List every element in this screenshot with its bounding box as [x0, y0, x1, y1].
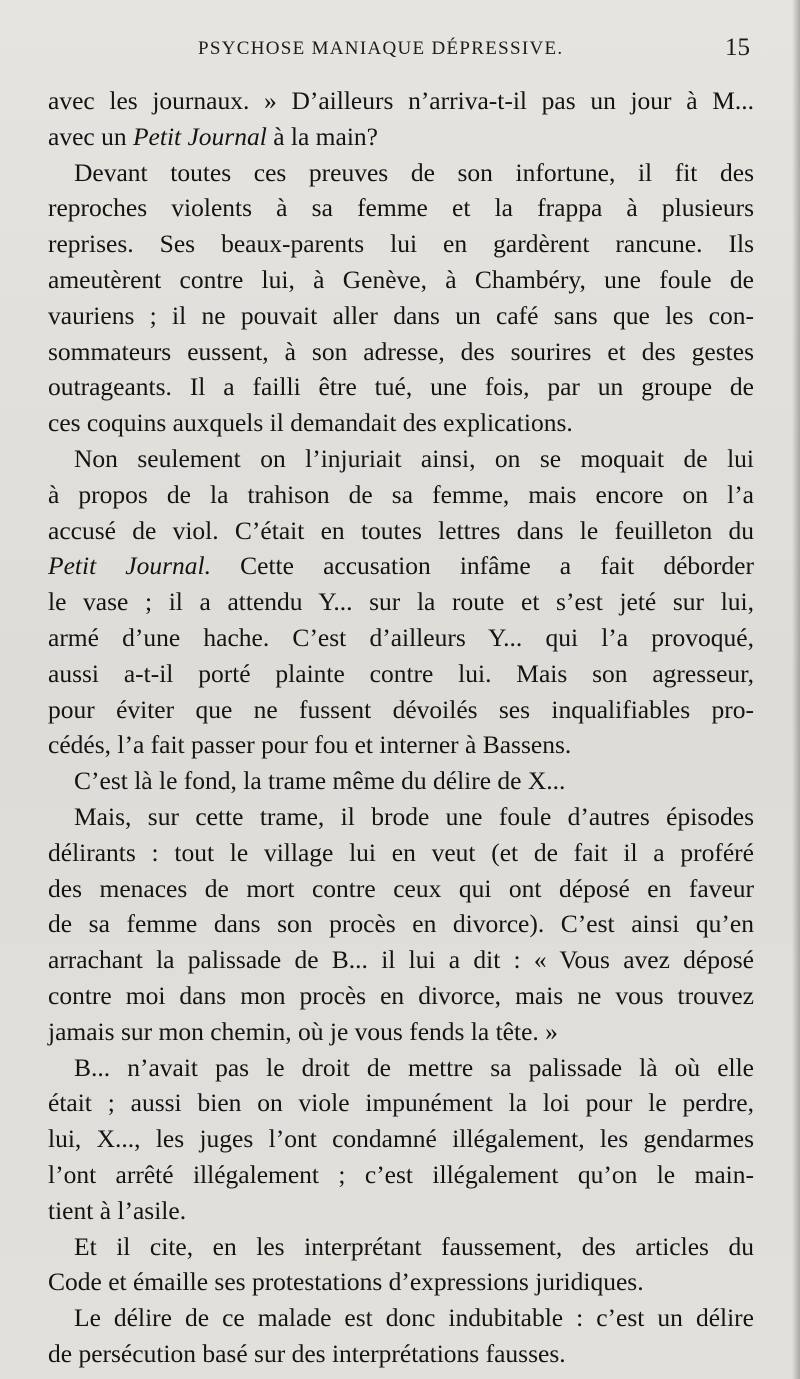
page-number: 15	[725, 34, 750, 61]
text-line: Code et émaille ses protestations d’expressions juridiques.	[48, 1267, 644, 1297]
text-line: était ; aussi bien on viole impunément la loi pour le perdre,	[48, 1088, 754, 1118]
paragraph	[48, 799, 754, 1050]
text-line: outrageants. Il a failli être tué, une fois, par un groupe de	[48, 372, 754, 402]
paragraph	[48, 1300, 754, 1372]
paragraph	[48, 1050, 754, 1229]
text-line: B... n’avait pas le droit de mettre sa palissade là où elle	[74, 1052, 754, 1082]
body-text	[48, 83, 754, 1372]
text-line: des menaces de mort contre ceux qui ont déposé en faveur	[48, 873, 754, 903]
page-edge-shadow	[792, 0, 800, 1379]
text-line: cédés, l’a fait passer pour fou et interner à Bassens.	[48, 730, 572, 760]
text-line: de persécution basé sur des interprétations fausses.	[48, 1338, 566, 1368]
text-line: armé d’une hache. C’est d’ailleurs Y... qui l’a provoqué,	[48, 622, 754, 652]
text-line: sommateurs eussent, à son adresse, des sourires et des gestes	[48, 336, 754, 366]
paragraph	[48, 441, 754, 763]
text-line	[48, 119, 754, 155]
text-line: reproches violents à sa femme et la frappa à plusieurs	[48, 193, 754, 223]
paragraph	[48, 155, 754, 441]
text-fragment: à la main?	[273, 121, 378, 151]
text-line: Non seulement on l’injuriait ainsi, on se moquait de lui	[74, 443, 754, 473]
text-line: Devant toutes ces preuves de son infortune, il fit des	[74, 157, 754, 187]
text-line: Mais, sur cette trame, il brode une foule d’autres épisodes	[74, 801, 754, 831]
text-line: jamais sur mon chemin, où je vous fends la tête. »	[48, 1016, 558, 1046]
text-line: ameutèrent contre lui, à Genève, à Chambéry, une foule de	[48, 264, 754, 294]
text-line: ces coquins auxquels il demandait des explications.	[48, 408, 573, 438]
text-line: vauriens ; il ne pouvait aller dans un café sans que les con-	[48, 300, 754, 330]
text-line: à propos de la trahison de sa femme, mais encore on l’a	[48, 479, 754, 509]
text-line: accusé de viol. C’était en toutes lettres dans le feuilleton du	[48, 515, 754, 545]
paragraph	[48, 83, 754, 155]
text-line: contre moi dans mon procès en divorce, mais ne vous trouvez	[48, 980, 754, 1010]
text-line: le vase ; il a attendu Y... sur la route et s’est jeté sur lui,	[48, 587, 754, 617]
text-line: Et il cite, en les interprétant faussement, des articles du	[74, 1231, 754, 1261]
text-fragment: avec un	[48, 121, 127, 151]
text-line: de sa femme dans son procès en divorce). C’est ainsi qu’en	[48, 909, 754, 939]
text-line: lui, X..., les juges l’ont condamné illégalement, les gendarmes	[48, 1124, 754, 1154]
text-line: tient à l’asile.	[48, 1195, 187, 1225]
text-line: C’est là le fond, la trame même du délire de X...	[74, 766, 566, 796]
text-line: aussi a-t-il porté plainte contre lui. Mais son agresseur,	[48, 658, 754, 688]
text-line: pour éviter que ne fussent dévoilés ses inqualifiables pro-	[48, 694, 754, 724]
text-line: l’ont arrêté illégalement ; c’est illégalement qu’on le main-	[48, 1159, 754, 1189]
page-header	[0, 34, 800, 74]
text-line	[48, 548, 754, 584]
text-line: Le délire de ce malade est donc indubitable : c’est un délire	[74, 1303, 754, 1333]
paragraph	[48, 1229, 754, 1301]
text-line: avec les journaux. » D’ailleurs n’arriva-t-il pas un jour à M...	[48, 86, 754, 115]
text-line: délirants : tout le village lui en veut (et de fait il a proféré	[48, 837, 754, 867]
running-title: PSYCHOSE MANIAQUE DÉPRESSIVE.	[198, 38, 564, 59]
text-fragment: Cette accusation infâme a fait déborder	[240, 551, 754, 581]
italic-title: Petit Journal	[132, 121, 267, 151]
text-line: arrachant la palissade de B... il lui a dit : « Vous avez déposé	[48, 945, 754, 975]
paragraph	[48, 763, 754, 799]
text-line: reprises. Ses beaux-parents lui en gardèrent rancune. Ils	[48, 229, 754, 259]
italic-title: Petit Journal.	[48, 551, 211, 581]
